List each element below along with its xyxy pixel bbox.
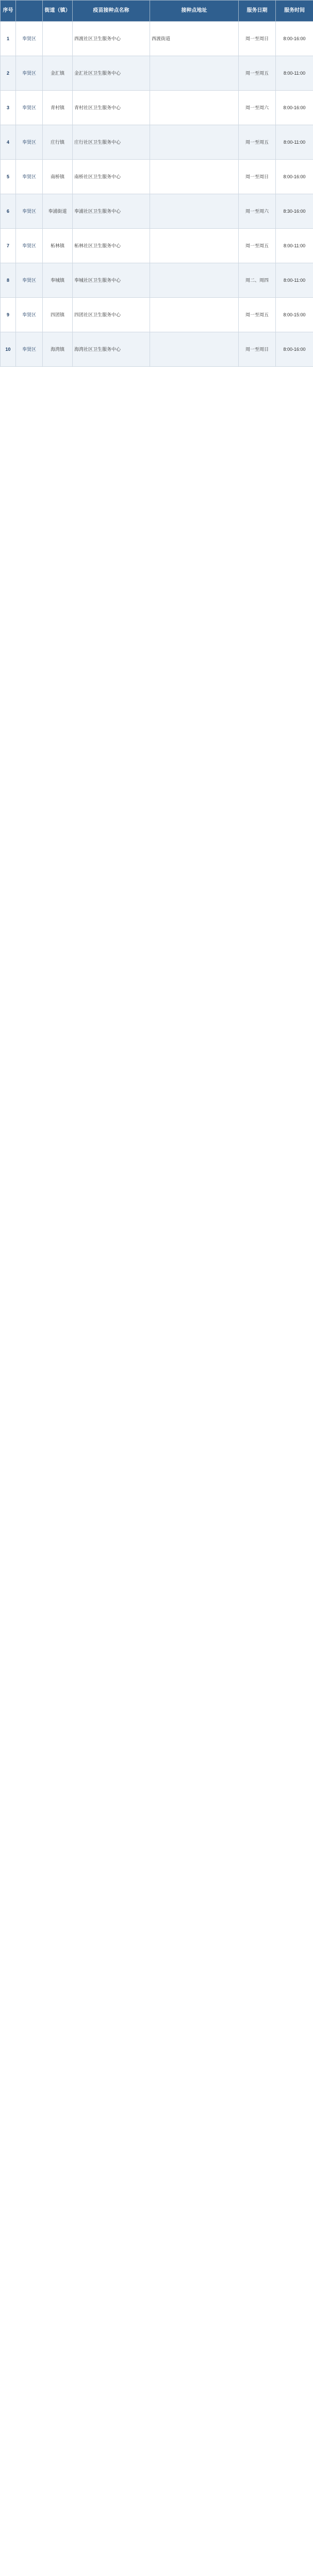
cell-site-name: 南桥社区卫生服务中心 [73,160,150,194]
cell-street: 四团镇 [43,298,73,332]
cell-seq: 1 [1,22,16,56]
cell-site-name: 金汇社区卫生服务中心 [73,56,150,91]
cell-address [150,332,239,367]
cell-address [150,91,239,125]
table-row [1,263,313,298]
cell-site-name: 奉浦社区卫生服务中心 [73,194,150,229]
cell-service-date: 周一至周六 [239,91,276,125]
cell-seq: 2 [1,56,16,91]
cell-service-time: 8:00-11:00 [276,263,313,298]
cell-district: 奉贤区 [16,263,43,298]
header-service-date: 服务日期 [239,1,276,22]
cell-service-time: 8:00-16:00 [276,91,313,125]
cell-site-name: 柘林社区卫生服务中心 [73,229,150,263]
cell-district: 奉贤区 [16,91,43,125]
cell-district: 奉贤区 [16,56,43,91]
cell-district: 奉贤区 [16,332,43,367]
cell-address [150,263,239,298]
cell-service-date: 周一至周日 [239,332,276,367]
header-service-time: 服务时间 [276,1,313,22]
cell-seq: 6 [1,194,16,229]
cell-service-time: 8:00-11:00 [276,229,313,263]
cell-street: 柘林镇 [43,229,73,263]
cell-service-date: 周二、周四 [239,263,276,298]
cell-seq: 4 [1,125,16,160]
table-header [1,1,313,22]
table-row [1,229,313,263]
cell-service-time: 8:00-11:00 [276,56,313,91]
cell-service-date: 周一至周五 [239,229,276,263]
cell-street: 奉城镇 [43,263,73,298]
table-row [1,22,313,56]
header-address: 接种点地址 [150,1,239,22]
cell-service-date: 周一至周五 [239,125,276,160]
cell-street: 海湾镇 [43,332,73,367]
cell-district: 奉贤区 [16,229,43,263]
cell-seq: 10 [1,332,16,367]
table-row [1,125,313,160]
cell-address [150,56,239,91]
cell-address [150,298,239,332]
cell-district: 奉贤区 [16,160,43,194]
cell-street [43,22,73,56]
cell-district: 奉贤区 [16,194,43,229]
cell-service-time: 8:00-11:00 [276,125,313,160]
table-row [1,194,313,229]
table-body [1,22,313,367]
cell-street: 金汇镇 [43,56,73,91]
cell-service-date: 周一至周日 [239,22,276,56]
cell-street: 青村镇 [43,91,73,125]
cell-address: 西渡街道 [150,22,239,56]
cell-service-time: 8:00-16:00 [276,160,313,194]
table-row [1,56,313,91]
cell-site-name: 庄行社区卫生服务中心 [73,125,150,160]
cell-seq: 5 [1,160,16,194]
cell-seq: 7 [1,229,16,263]
table-row [1,298,313,332]
header-street: 街道（镇） [43,1,73,22]
cell-district: 奉贤区 [16,298,43,332]
header-row [1,1,313,22]
cell-service-date: 周一至周五 [239,56,276,91]
cell-service-date: 周一至周五 [239,298,276,332]
cell-seq: 8 [1,263,16,298]
cell-service-time: 8:00-16:00 [276,22,313,56]
table-row [1,160,313,194]
cell-site-name: 青村社区卫生服务中心 [73,91,150,125]
cell-site-name: 奉城社区卫生服务中心 [73,263,150,298]
cell-street: 奉浦街道 [43,194,73,229]
cell-service-time: 8:30-16:00 [276,194,313,229]
cell-service-date: 周一至周日 [239,160,276,194]
cell-address [150,229,239,263]
cell-district: 奉贤区 [16,22,43,56]
cell-district: 奉贤区 [16,125,43,160]
cell-address [150,194,239,229]
table-row [1,91,313,125]
header-seq: 序号 [1,1,16,22]
vaccination-site-table [0,0,313,367]
cell-street: 南桥镇 [43,160,73,194]
table-row [1,332,313,367]
cell-seq: 3 [1,91,16,125]
cell-street: 庄行镇 [43,125,73,160]
header-district [16,1,43,22]
cell-site-name: 西渡社区卫生服务中心 [73,22,150,56]
cell-address [150,160,239,194]
header-site-name: 疫苗接种点名称 [73,1,150,22]
cell-address [150,125,239,160]
cell-service-time: 8:00-16:00 [276,332,313,367]
cell-site-name: 四团社区卫生服务中心 [73,298,150,332]
cell-seq: 9 [1,298,16,332]
cell-service-time: 8:00-15:00 [276,298,313,332]
cell-service-date: 周一至周六 [239,194,276,229]
cell-site-name: 海湾社区卫生服务中心 [73,332,150,367]
